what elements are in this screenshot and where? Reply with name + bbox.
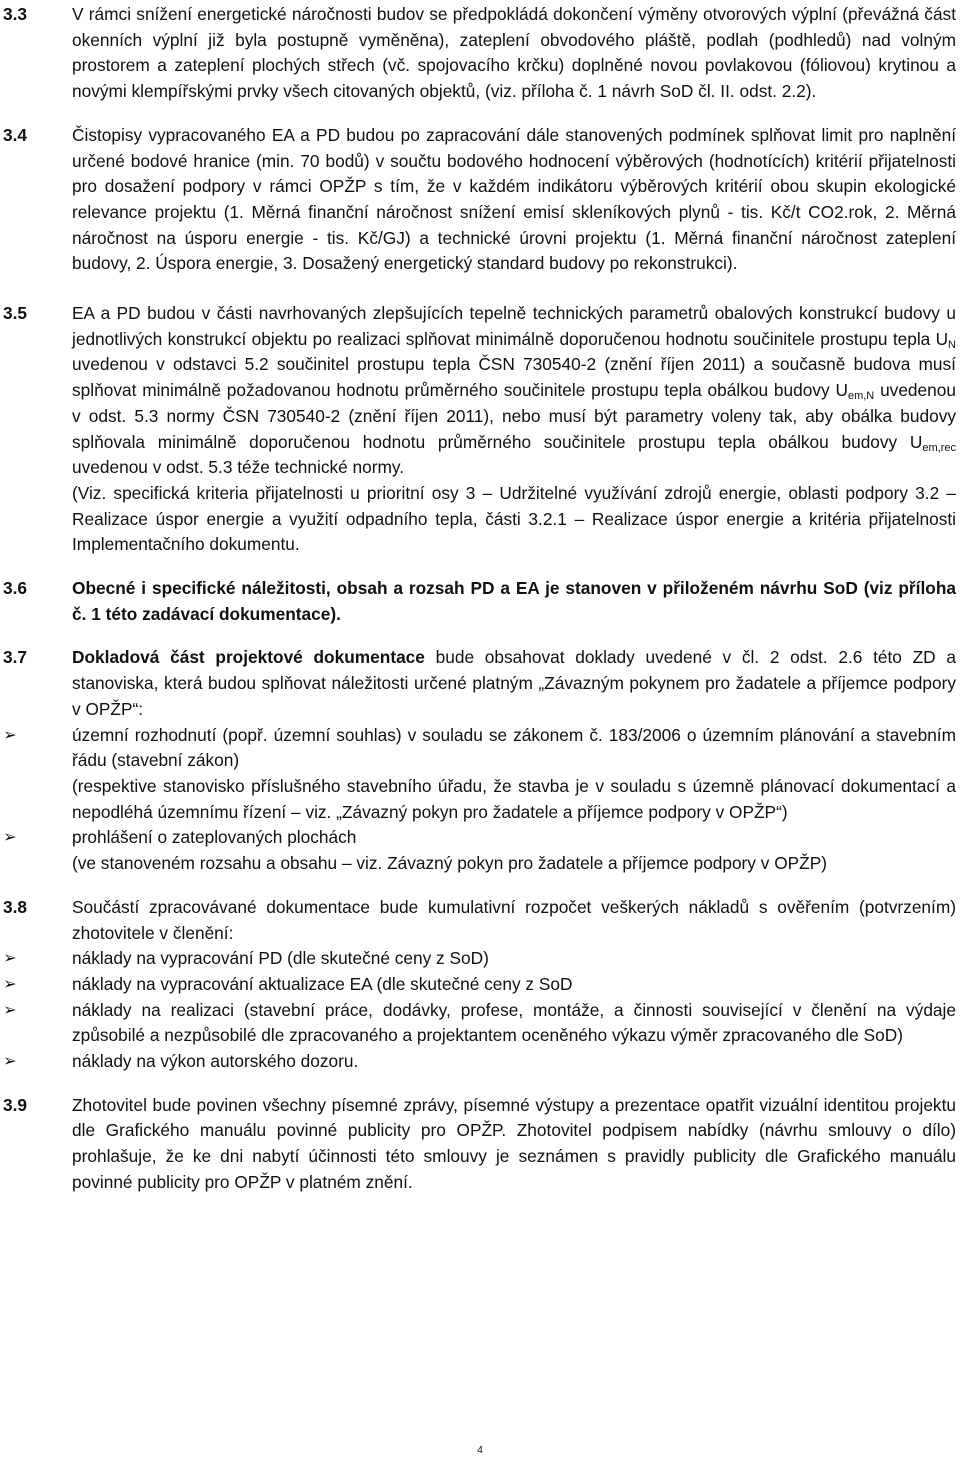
list-item-text: náklady na realizaci (stavební práce, dodávky, profese, montáže, a činnosti související v členění na výdaje způsobilé a nezpůsobilé dle zpracovaného a projektantem oceněného výkazu výměr zpracovaného dle SoD) (72, 999, 956, 1046)
list-item-text: územní rozhodnutí (popř. územní souhlas) v souladu se zákonem č. 183/2006 o územním plánování a stavebním řádu (stavební zákon) (72, 724, 956, 771)
section-number: 3.3 (3, 4, 28, 24)
bold-heading: Dokladová část projektové dokumentace (72, 647, 425, 668)
list-item-text: (ve stanoveném rozsahu a obsahu – viz. Závazný pokyn pro žadatele a příjemce podpory v OPŽP) (72, 853, 827, 874)
section-number: 3.9 (3, 1094, 28, 1115)
section-number: 3.4 (3, 124, 28, 145)
list-item (3, 998, 956, 1049)
list-item (3, 723, 956, 826)
section-text (72, 645, 956, 722)
list-item (3, 946, 956, 972)
section-number: 3.8 (3, 896, 28, 917)
list-item (3, 825, 956, 876)
section-text: Obecné i specifické náležitosti, obsah a rozsah PD a EA je stanoven v přiloženém návrhu SoD (viz příloha č. 1 této zadávací dokumentace). (72, 578, 956, 624)
arrow-bullet-icon: ➢ (3, 950, 17, 968)
section-text: Čistopisy vypracovaného EA a PD budou po zapracování dále stanovených podmínek splňovat limit pro naplnění určené bodové hranice (min. 70 bodů) v součtu bodového hodnocení výběrových (hodnotících) kritérií přijatelnosti pro dosažení podpory v rámci OPŽP s tím, že v každém indikátoru výběrových kritérií obou skupin ekologické relevance projektu (1. Měrná finanční náročnost snížení emisí skleníkových plynů - tis. Kč/t CO2.rok, 2. Měrná náročnost na úsporu energie - tis. Kč/GJ) a technické úrovni projektu (1. Měrná finanční náročnost zateplení budovy, 2. Úspora energie, 3. Dosažený energetický standard budovy po rekonstrukci). (72, 124, 956, 274)
section-3-6 (0, 576, 960, 627)
text-fragment: uvedenou v odst. 5.3 normy ČSN 730540-2 (znění říjen 2011), nebo musí být parametry voleny tak, aby obálka budovy splňovala minimálně doporučenou hodnotu průměrného součinitele prostupu tepla obálkou budovy U (72, 380, 956, 452)
section-3-9 (0, 1093, 960, 1196)
section-note: (Viz. specifická kriteria přijatelnosti u prioritní osy 3 – Udržitelné využívání zdrojů energie, oblasti podpory 3.2 – Realizace úspor energie a využití odpadního tepla, části 3.2.1 – Realizace úspor energie a kritéria přijatelnosti Implementačního dokumentu. (72, 482, 956, 555)
arrow-bullet-icon: ➢ (3, 1053, 17, 1071)
section-number: 3.5 (3, 303, 28, 324)
text-fragment: bude obsahovat doklady uvedené v čl. 2 odst. 2.6 této ZD a stanoviska, která budou splňovat náležitosti určené platným „Závazným pokynem pro žadatele a příjemce podpory v OPŽP“: (72, 647, 956, 719)
section-text: V rámci snížení energetické náročnosti budov se předpokládá dokončení výměny otvorových výplní (převážná část okenních výplní již byla postupně vyměněna), zateplení obvodového pláště, podlah (podhledů) nad volným prostorem a zateplení plochých střech (vč. spojovacího krčku) doplněné novou povlakovou (fóliovou) krytinou a novými klempířskými prvky všech citovaných objektů, (viz. příloha č. 1 návrh SoD čl. II. odst. 2.2). (72, 4, 956, 102)
subscript: N (948, 338, 956, 351)
list-item (3, 1049, 956, 1075)
arrow-bullet-icon: ➢ (3, 975, 17, 993)
section-number: 3.7 (3, 647, 28, 668)
subscript: em,N (847, 390, 875, 403)
list-item-text: náklady na vypracování PD (dle skutečné ceny z SoD) (72, 948, 489, 969)
arrow-bullet-icon: ➢ (3, 829, 17, 847)
text-fragment: EA a PD budou v části navrhovaných zlepšujících tepelně technických parametrů obalových konstrukcí budovy u jednotlivých konstrukcí objektu po realizaci splňovat minimálně doporučenou hodnotu součinitele prostupu tepla U (72, 303, 956, 349)
list-item-text: (respektive stanovisko příslušného stavebního úřadu, že stavba je v souladu s územně plánovací dokumentací a nepodléhá územnímu řízení – viz. „Závazný pokyn pro žadatele a příjemce podpory v OPŽP“) (72, 775, 956, 822)
section-number: 3.6 (3, 578, 28, 599)
arrow-bullet-icon: ➢ (3, 726, 17, 744)
arrow-bullet-icon: ➢ (3, 1001, 17, 1019)
section-text: Zhotovitel bude povinen všechny písemné zprávy, písemné výstupy a prezentace opatřit vizuální identitou projektu dle Grafického manuálu povinné publicity pro OPŽP. Zhotovitel podpisem nabídky (návrhu smlouvy o dílo) prohlašuje, že ke dni nabytí účinnosti této smlouvy je seznámen s pravidly publicity dle Grafického manuálu povinné publicity pro OPŽP v platném znění. (72, 1094, 956, 1192)
text-fragment: uvedenou v odst. 5.3 téže technické normy. (72, 457, 405, 478)
section-3-7 (0, 645, 960, 876)
section-3-8 (0, 895, 960, 1075)
section-text: Součástí zpracovávané dokumentace bude kumulativní rozpočet veškerých nákladů s ověřením (potvrzením) zhotovitele v členění: (72, 896, 956, 943)
section-3-5 (0, 301, 960, 558)
section-text (72, 301, 956, 481)
list-item-text: náklady na vypracování aktualizace EA (dle skutečné ceny z SoD (72, 973, 573, 994)
page-number: 4 (477, 1445, 483, 1456)
list-item-text: prohlášení o zateplovaných plochách (72, 827, 357, 848)
section-3-4 (0, 123, 960, 277)
section-3-3 (0, 2, 960, 105)
subscript: em,rec (922, 441, 956, 454)
list-item (3, 972, 956, 998)
list-item-text: náklady na výkon autorského dozoru. (72, 1051, 359, 1072)
text-fragment: uvedenou v odstavci 5.2 součinitel prostupu tepla ČSN 730540-2 (znění říjen 2011) a současně budova musí splňovat minimálně požadovanou hodnotu průměrného součinitele prostupu tepla obálkou budovy U (72, 354, 956, 401)
